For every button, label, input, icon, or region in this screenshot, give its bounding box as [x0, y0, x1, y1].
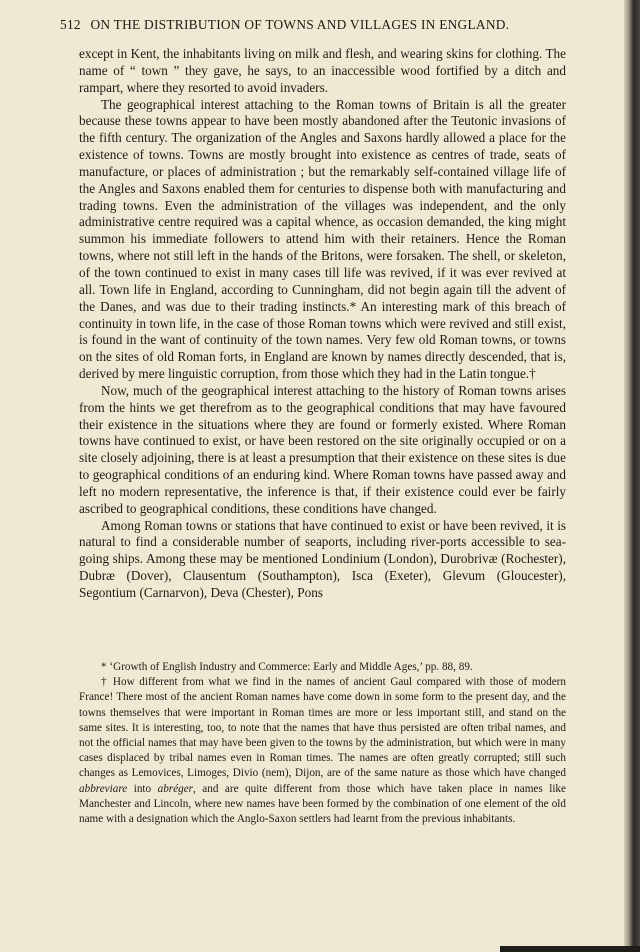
- footnotes: [79, 660, 566, 827]
- paragraph: The geographical interest attaching to the Roman towns of Britain is all the greater because these towns appear to have been mostly abandoned after the Teutonic invasions of the fifth century. The organization of the Angles and Saxons hardly allowed a place for the existence of towns. Towns are mostly brought into existence as centres of trade, seats of manufacture, or places of administration ; but the remarkably self-contained village life of the Angles and Saxons enabled them for centuries to dispense both with manufacturing and trading towns. Even the administration of the villages was independent, and the only administrative centre required was a capital whence, as occasion demanded, the king might summon his immediate followers to attend him with their retainers. Hence the Roman towns, where not still left in the hands of the Britons, were forsaken. The shell, or skeleton, of the town continued to exist in many cases till life was revived, if it was ever revived at all. Town life in England, according to Cunningham, did not begin again till the advent of the Danes, and was due to their trading instincts.* An interesting mark of this breach of continuity in town life, in the case of those Roman towns which were revived and still exist, is found in the want of continuity of the town names. Very few old Roman towns, or towns on the sites of old Roman forts, in England are known by names directly descended, that is, derived by mere linguistic corruption, from those which they had in the Latin tongue.†: [79, 96, 566, 382]
- footnote-2-text: into: [127, 782, 158, 795]
- footnote-2-text: , and are quite different from those which have taken place in names like Manchester and Lincoln, where new names have been formed by the combination of one element of the old name with a designation which the Anglo-Saxon settlers had learnt from the previous inhabitants.: [79, 782, 566, 826]
- page-edge-shadow: [624, 0, 640, 952]
- paragraph: Now, much of the geographical interest attaching to the history of Roman towns arises from the hints we get therefrom as to the geographical conditions that may have favoured their existence in the situations where they are found or formerly existed. Where Roman towns have continued to exist, or have been restored on the site originally occupied or on a site closely adjoining, there is at least a presumption that their existence on these sites is due to geographical conditions of an enduring kind. Where Roman towns have passed away and left no modern representative, the inference is that, if their existence could ever be fairly ascribed to geographical conditions, these conditions have changed.: [79, 382, 566, 516]
- paragraph-continued: except in Kent, the inhabitants living on milk and flesh, and wearing skins for clothing. The name of “ town ” they gave, he says, to an inaccessible wood fortified by a ditch and rampart, where they resorted to avoid invaders.: [79, 46, 566, 95]
- footnote-2-text: † How different from what we find in the names of ancient Gaul compared with those of modern France! There most of the ancient Roman names have come down in some form to the present day, and the towns themselves that were important in Roman times are more or less important still, and stand on the same sites. It is interesting, too, to note that the names that have thus persisted are often tribal names, and not the official names that may have been given to the towns by the administration, but which were in many cases displaced by tribal names even in Roman times. The names are often greatly corrupted; still such changes as Lemovices, Limoges, Divio (nem), Dijon, are of the same nature as those which have changed: [79, 676, 566, 780]
- paragraph: Among Roman towns or stations that have continued to exist or have been revived, it is natural to find a considerable number of seaports, including river-ports accessible to sea-going ships. Among these may be mentioned Londinium (London), Durobrivæ (Rochester), Dubræ (Dover), Clausentum (Southampton), Isca (Exeter), Glevum (Gloucester), Segontium (Carnarvon), Deva (Chester), Pons: [79, 517, 566, 600]
- page-edge-bottom: [500, 946, 640, 952]
- page-number: 512: [60, 17, 81, 32]
- footnote-2-italic-word: abbreviare: [79, 782, 128, 795]
- footnote-1: * ‘Growth of English Industry and Commerce: Early and Middle Ages,’ pp. 88, 89.: [101, 661, 473, 673]
- footnote-2-italic-word: abréger: [157, 782, 194, 795]
- running-title: ON THE DISTRIBUTION OF TOWNS AND VILLAGES IN ENGLAND.: [90, 17, 510, 32]
- running-header: [60, 17, 575, 33]
- footnote-2: [79, 675, 566, 827]
- main-text: [79, 46, 566, 602]
